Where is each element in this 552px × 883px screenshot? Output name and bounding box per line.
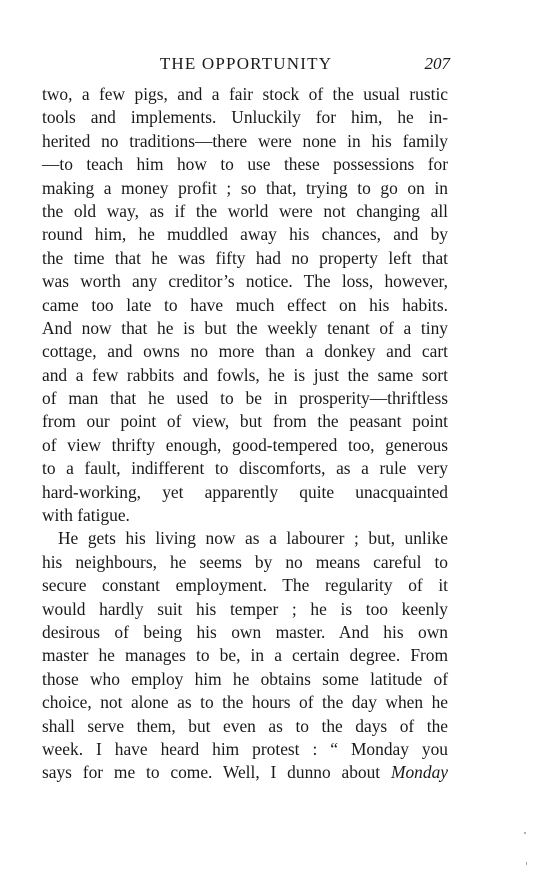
paper-speck — [524, 832, 526, 834]
text-line: —to teach him how to use these possessions for — [42, 154, 448, 175]
text-line: And now that he is but the weekly tenant of a tiny — [42, 317, 448, 338]
text-line: his neighbours, he seems by no means careful to — [42, 551, 448, 572]
text-line: herited no traditions—there were none in his family — [42, 130, 448, 151]
body-text — [42, 83, 448, 785]
text-line: would hardly suit his temper ; he is too keenly — [42, 598, 448, 619]
text-line: two, a few pigs, and a fair stock of the usual rustic — [42, 84, 448, 104]
text-line: desirous of being his own master. And his own — [42, 621, 448, 642]
italic-word: Monday — [391, 762, 448, 783]
text-line: shall serve them, but even as to the days of the — [42, 715, 448, 736]
running-title: THE OPPORTUNITY — [159, 54, 333, 73]
paragraph-start-line: He gets his living now as a labourer ; but, unlike — [58, 528, 448, 549]
text-line-final-roman: says for me to come. Well, I dunno about — [42, 762, 391, 783]
text-line: of view thrifty enough, good-tempered too, generous — [42, 434, 448, 455]
paragraph-end-line: with fatigue. — [42, 505, 130, 526]
text-line: master he manages to be, in a certain degree. From — [42, 645, 448, 666]
text-line: was worth any creditor’s notice. The loss, however, — [42, 271, 448, 292]
text-line: secure constant employment. The regularity of it — [42, 575, 448, 596]
text-line: came too late to have much effect on his habits. — [42, 294, 448, 315]
text-line: hard-working, yet apparently quite unacquainted — [42, 481, 448, 502]
text-line: to a fault, indifferent to discomforts, as a rule very — [42, 458, 448, 479]
text-line: making a money profit ; so that, trying to go on in — [42, 177, 448, 198]
page-number: 207 — [424, 54, 450, 73]
text-line: choice, not alone as to the hours of the day when he — [42, 692, 448, 713]
paper-speck — [526, 862, 527, 865]
text-line: cottage, and owns no more than a donkey and cart — [42, 341, 448, 362]
text-line: the time that he was fifty had no property left that — [42, 247, 448, 268]
text-line: tools and implements. Unluckily for him, he in- — [42, 107, 448, 128]
text-line: of man that he used to be in prosperity—thriftless — [42, 388, 448, 409]
text-line: those who employ him he obtains some latitude of — [42, 668, 448, 689]
text-line: from our point of view, but from the peasant point — [42, 411, 448, 432]
text-line: the old way, as if the world were not changing all — [42, 200, 448, 221]
text-line: and a few rabbits and fowls, he is just the same sort — [42, 364, 448, 385]
text-line: round him, he muddled away his chances, and by — [42, 224, 448, 245]
running-head — [42, 52, 450, 76]
text-line: week. I have heard him protest : “ Monday you — [42, 738, 448, 759]
text-line-final — [42, 761, 448, 784]
